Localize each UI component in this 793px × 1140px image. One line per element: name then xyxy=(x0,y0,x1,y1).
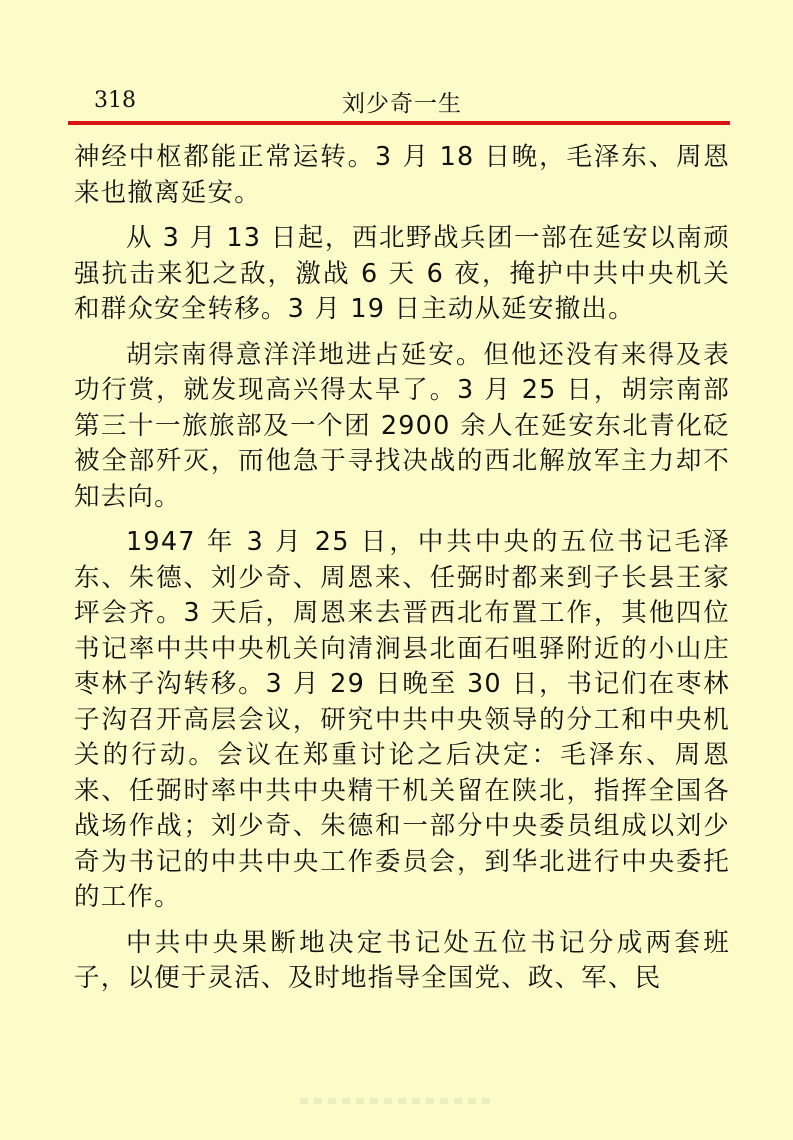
header-rule xyxy=(68,121,730,125)
page-number: 318 xyxy=(94,88,136,113)
page-header xyxy=(72,80,730,118)
body-text xyxy=(74,140,730,1007)
paragraph: 中共中央果断地决定书记处五位书记分成两套班子，以便于灵活、及时地指导全国党、政、军、民 xyxy=(74,927,730,993)
paragraph: 胡宗南得意洋洋地进占延安。但他还没有来得及表功行赏，就发现高兴得太早了。3 月 25 日，胡宗南部第三十一旅旅部及一个团 2900 余人在延安东北青化砭被全部歼灭，而他急于寻找决战的西北解放军主力却不知去向。 xyxy=(74,339,730,512)
paragraph: 从 3 月 13 日起，西北野战兵团一部在延安以南顽强抗击来犯之敌，激战 6 天 6 夜，掩护中共中央机关和群众安全转移。3 月 19 日主动从延安撤出。 xyxy=(74,223,730,324)
running-title: 刘少奇一生 xyxy=(342,91,462,117)
paragraph: 1947 年 3 月 25 日，中共中央的五位书记毛泽东、朱德、刘少奇、周恩来、任弼时都来到子长县王家坪会齐。3 天后，周恩来去晋西北布置工作，其他四位书记率中共中央机关向清涧县北面石咀驿附近的小山庄枣林子沟转移。3 月 29 日晚至 30 日，书记们在枣林子沟召开高层会议，研究中共中央领导的分工和中央机关的行动。会议在郑重讨论之后决定：毛泽东、周恩来、任弼时率中共中央精干机关留在陕北，指挥全国各战场作战；刘少奇、朱德和一部分中央委员组成以刘少奇为书记的中共中央工作委员会，到华北进行中央委托的工作。 xyxy=(74,527,730,912)
footer-smudge xyxy=(300,1098,490,1104)
paragraph-continuation: 神经中枢都能正常运转。3 月 18 日晚，毛泽东、周恩来也撤离延安。 xyxy=(74,142,730,208)
